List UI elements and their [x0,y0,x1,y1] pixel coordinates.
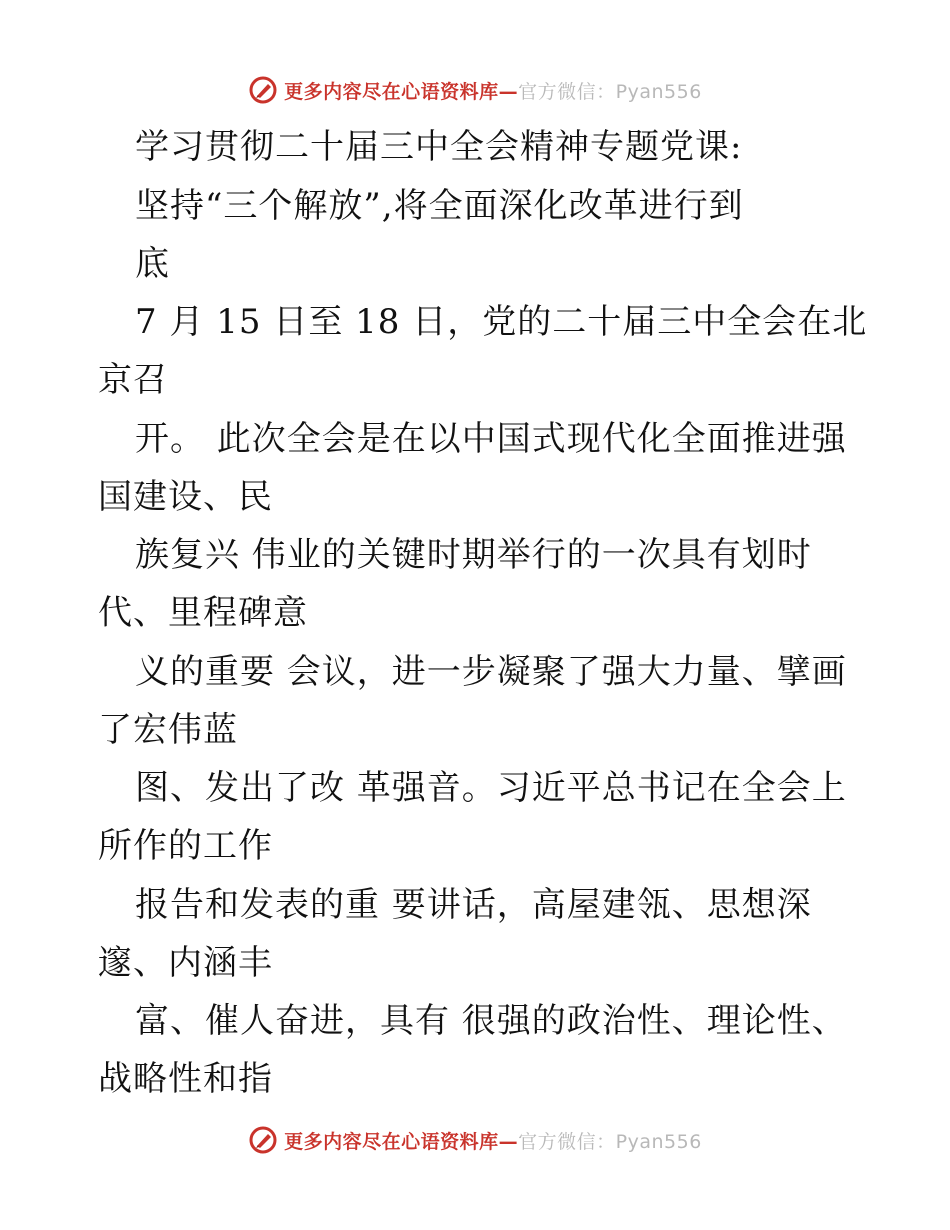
footer-watermark-main: 更多内容尽在心语资料库— [284,1130,519,1153]
footer-watermark [0,1122,950,1158]
doc-line: 底 [135,244,170,284]
doc-line: 邃、内涵丰 [98,943,273,983]
pen-logo-icon [248,1125,278,1155]
doc-line: 学习贯彻二十届三中全会精神专题党课: [135,127,743,167]
header-watermark-contact: 官方微信：Pyan556 [518,80,702,103]
doc-line: 代、里程碑意 [98,593,308,633]
doc-line: 族复兴 伟业的关键时期举行的一次具有划时 [135,535,812,575]
doc-line: 国建设、民 [98,477,273,517]
doc-line: 图、发出了改 革强音。习近平总书记在全会上 [135,768,847,808]
doc-line: 战略性和指 [98,1059,273,1099]
header-watermark-main: 更多内容尽在心语资料库— [284,80,519,103]
doc-line: 富、催人奋进，具有 很强的政治性、理论性、 [135,1001,847,1041]
doc-line: 了宏伟蓝 [98,710,238,750]
doc-line: 坚持“三个解放”,将全面深化改革进行到 [135,186,744,226]
doc-line: 京召 [98,360,168,400]
doc-line: 所作的工作 [98,826,273,866]
doc-line: 报告和发表的重 要讲话，高屋建瓴、思想深 [135,885,812,925]
footer-watermark-contact: 官方微信：Pyan556 [518,1130,702,1153]
doc-line: 7 月 15 日至 18 日，党的二十届三中全会在北 [135,302,868,342]
doc-line: 开。 此次全会是在以中国式现代化全面推进强 [135,419,847,459]
doc-line: 义的重要 会议，进一步凝聚了强大力量、擘画 [135,652,847,692]
